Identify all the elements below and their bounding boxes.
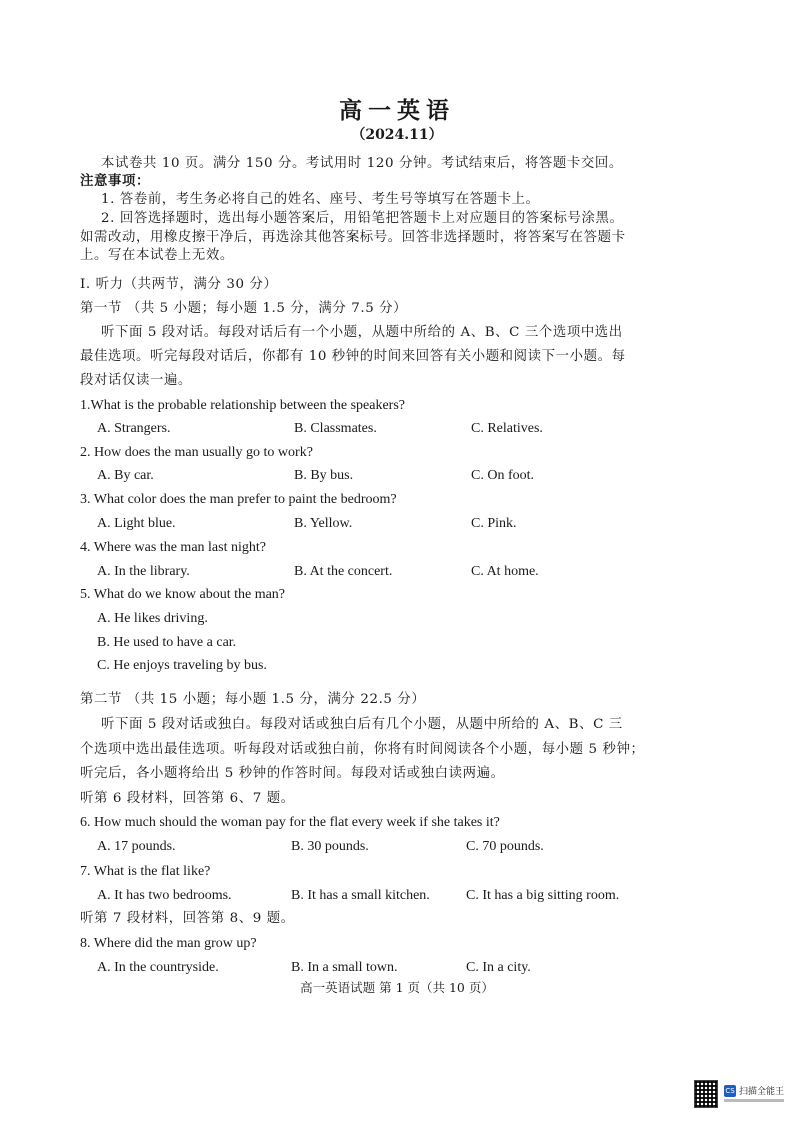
exam-title: 高一英语 bbox=[339, 97, 455, 124]
option-b: B. By bus. bbox=[294, 468, 354, 483]
notice-item-2-cont: 如需改动，用橡皮擦干净后，再选涂其他答案标号。回答非选择题时，将答案写在答题卡 bbox=[80, 230, 626, 245]
section1-instructions-3: 段对话仅读一遍。 bbox=[80, 373, 192, 388]
section2-heading: 第二节 （共 15 小题；每小题 1.5 分，满分 22.5 分） bbox=[80, 692, 426, 707]
option-a: A. 17 pounds. bbox=[97, 839, 176, 854]
section2-instructions-2: 个选项中选出最佳选项。听每段对话或独白前，你将有时间阅读各个小题，每小题 5 秒钟； bbox=[80, 742, 645, 757]
scanner-watermark-subline bbox=[724, 1099, 784, 1102]
option-b: B. Yellow. bbox=[294, 516, 353, 531]
question-stem: 8. Where did the man grow up? bbox=[80, 936, 257, 951]
option-c: C. 70 pounds. bbox=[466, 839, 544, 854]
question-stem: 5. What do we know about the man? bbox=[80, 587, 286, 602]
option-a: A. Light blue. bbox=[97, 516, 176, 531]
section2-instructions-3: 听完后，各小题将给出 5 秒钟的作答时间。每段对话或独白读两遍。 bbox=[80, 766, 505, 781]
option-a: A. He likes driving. bbox=[97, 611, 208, 626]
section2-instructions: 听下面 5 段对话或独白。每段对话或独白后有几个小题，从题中所给的 A、B、C 三 bbox=[101, 717, 623, 732]
question-stem: 6. How much should the woman pay for the flat every week if she takes it? bbox=[80, 815, 500, 830]
option-b: B. He used to have a car. bbox=[97, 635, 237, 650]
option-c: C. It has a big sitting room. bbox=[466, 888, 620, 903]
option-c: C. He enjoys traveling by bus. bbox=[97, 658, 267, 673]
option-a: A. In the library. bbox=[97, 564, 190, 579]
intro-line: 本试卷共 10 页。满分 150 分。考试用时 120 分钟。考试结束后，将答题卡交回。 bbox=[101, 156, 623, 171]
question-stem: 4. Where was the man last night? bbox=[80, 540, 266, 555]
question-stem: 1.What is the probable relationship between the speakers? bbox=[80, 398, 405, 413]
notice-item-1: 1. 答卷前，考生务必将自己的姓名、座号、考生号等填写在答题卡上。 bbox=[101, 192, 540, 207]
exam-date: （2024.11） bbox=[351, 127, 443, 143]
notice-item-2-end: 上。写在本试卷上无效。 bbox=[80, 248, 234, 263]
option-a: A. Strangers. bbox=[97, 421, 171, 436]
option-c: C. Pink. bbox=[471, 516, 517, 531]
material-6-label: 听第 6 段材料，回答第 6、7 题。 bbox=[80, 791, 295, 806]
option-a: A. It has two bedrooms. bbox=[97, 888, 232, 903]
option-a: A. By car. bbox=[97, 468, 154, 483]
option-b: B. In a small town. bbox=[291, 960, 398, 975]
section1-instructions: 听下面 5 段对话。每段对话后有一个小题，从题中所给的 A、B、C 三个选项中选出 bbox=[101, 325, 623, 340]
notice-heading: 注意事项： bbox=[80, 173, 150, 189]
scanner-logo-icon: CS bbox=[725, 1087, 735, 1095]
option-b: B. 30 pounds. bbox=[291, 839, 369, 854]
option-a: A. In the countryside. bbox=[97, 960, 219, 975]
option-c: C. At home. bbox=[471, 564, 539, 579]
page-footer: 高一英语试题 第 1 页（共 10 页） bbox=[300, 980, 494, 995]
scanner-watermark: 扫描全能王 bbox=[739, 1087, 785, 1097]
option-c: C. Relatives. bbox=[471, 421, 543, 436]
notice-item-2: 2. 回答选择题时，选出每小题答案后，用铅笔把答题卡上对应题目的答案标号涂黑。 bbox=[101, 211, 624, 226]
option-c: C. In a city. bbox=[466, 960, 531, 975]
option-b: B. At the concert. bbox=[294, 564, 393, 579]
qr-code-icon bbox=[694, 1080, 718, 1108]
option-b: B. It has a small kitchen. bbox=[291, 888, 430, 903]
question-stem: 2. How does the man usually go to work? bbox=[80, 445, 313, 460]
section1-heading: 第一节 （共 5 小题；每小题 1.5 分，满分 7.5 分） bbox=[80, 301, 408, 316]
option-c: C. On foot. bbox=[471, 468, 534, 483]
question-stem: 3. What color does the man prefer to paint the bedroom? bbox=[80, 492, 397, 507]
option-b: B. Classmates. bbox=[294, 421, 377, 436]
section1-instructions-2: 最佳选项。听完每段对话后，你都有 10 秒钟的时间来回答有关小题和阅读下一小题。每 bbox=[80, 349, 626, 364]
material-7-label: 听第 7 段材料，回答第 8、9 题。 bbox=[80, 911, 295, 926]
part1-heading: I. 听力（共两节，满分 30 分） bbox=[80, 277, 278, 292]
question-stem: 7. What is the flat like? bbox=[80, 864, 211, 879]
